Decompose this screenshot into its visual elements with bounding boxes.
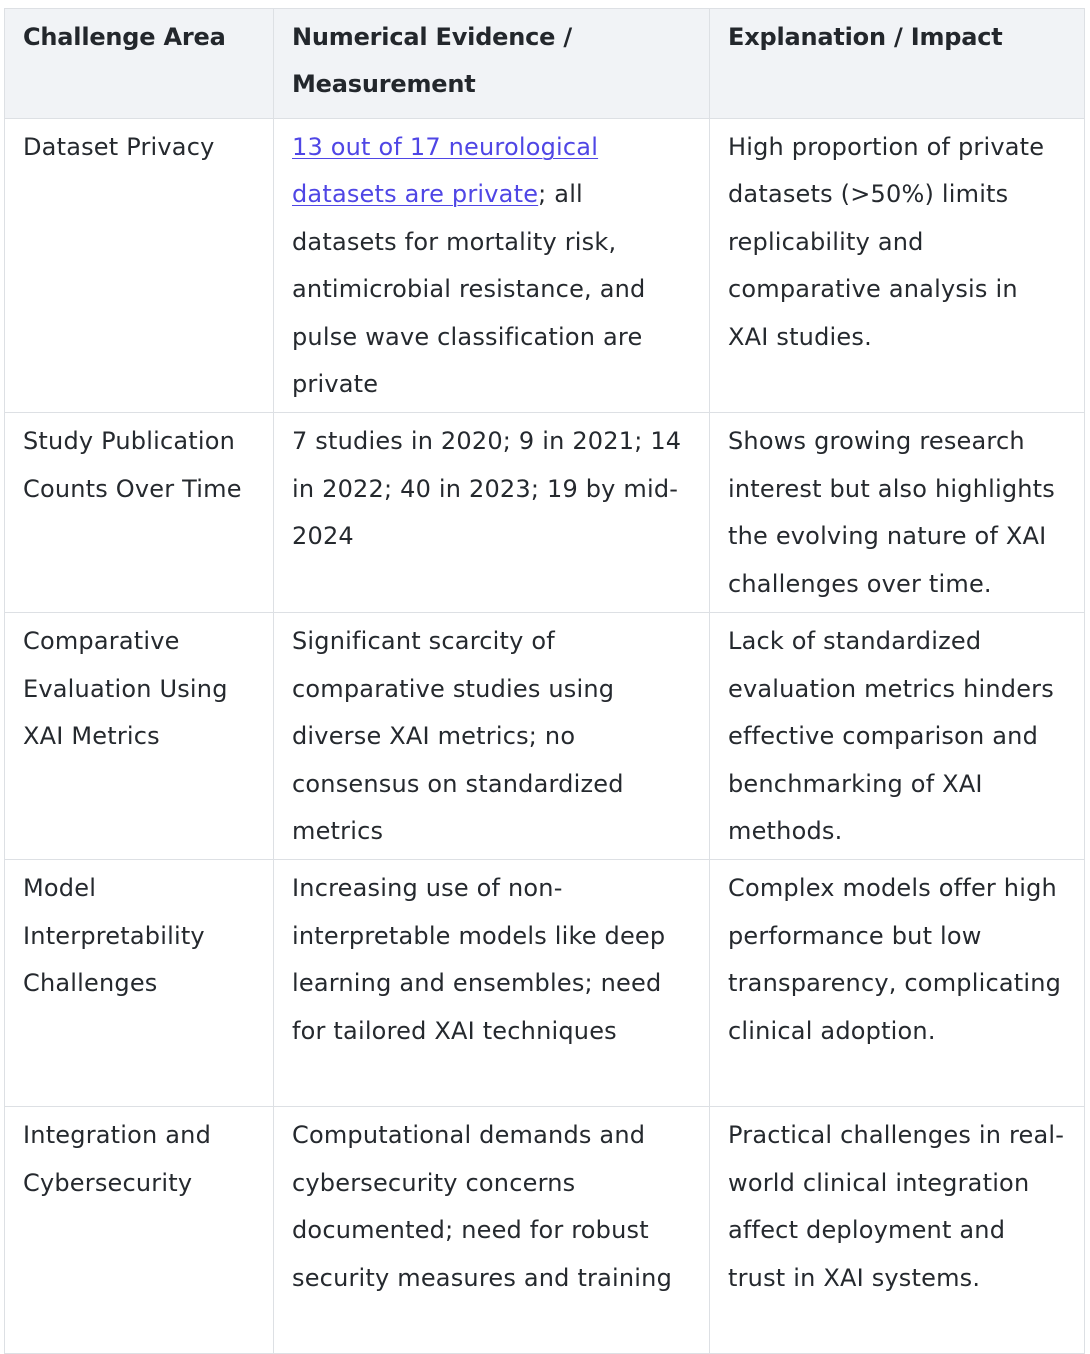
table-row [5, 119, 1085, 413]
cell-challenge-area: Model Interpretability Challenges [5, 860, 274, 1107]
table-row [5, 413, 1085, 613]
cell-evidence: Computational demands and cybersecurity concerns documented; need for robust security measures and training [274, 1107, 710, 1354]
table-header [5, 9, 1085, 119]
table-body [5, 119, 1085, 1354]
header-row [5, 9, 1085, 119]
evidence-text: ; all datasets for mortality risk, antimicrobial resistance, and pulse wave classification are private [292, 180, 646, 399]
cell-challenge-area: Integration and Cybersecurity [5, 1107, 274, 1354]
evidence-link[interactable]: 13 out of 17 neurological datasets are private [292, 133, 599, 209]
cell-challenge-area: Comparative Evaluation Using XAI Metrics [5, 613, 274, 860]
cell-impact: High proportion of private datasets (>50%) limits replicability and comparative analysis in XAI studies. [710, 119, 1085, 413]
table-row [5, 613, 1085, 860]
header-challenge-area: Challenge Area [5, 9, 274, 119]
table-row [5, 860, 1085, 1107]
challenges-table [4, 8, 1085, 1354]
table-row [5, 1107, 1085, 1354]
cell-impact: Complex models offer high performance but low transparency, complicating clinical adoption. [710, 860, 1085, 1107]
cell-challenge-area: Dataset Privacy [5, 119, 274, 413]
header-explanation-impact: Explanation / Impact [710, 9, 1085, 119]
cell-impact: Practical challenges in real-world clinical integration affect deployment and trust in XAI systems. [710, 1107, 1085, 1354]
cell-impact: Lack of standardized evaluation metrics hinders effective comparison and benchmarking of XAI methods. [710, 613, 1085, 860]
cell-evidence: Increasing use of non-interpretable models like deep learning and ensembles; need for tailored XAI techniques [274, 860, 710, 1107]
cell-impact: Shows growing research interest but also highlights the evolving nature of XAI challenges over time. [710, 413, 1085, 613]
header-numerical-evidence: Numerical Evidence / Measurement [274, 9, 710, 119]
cell-challenge-area: Study Publication Counts Over Time [5, 413, 274, 613]
cell-evidence: 7 studies in 2020; 9 in 2021; 14 in 2022; 40 in 2023; 19 by mid-2024 [274, 413, 710, 613]
cell-evidence [274, 119, 710, 413]
cell-evidence: Significant scarcity of comparative studies using diverse XAI metrics; no consensus on standardized metrics [274, 613, 710, 860]
